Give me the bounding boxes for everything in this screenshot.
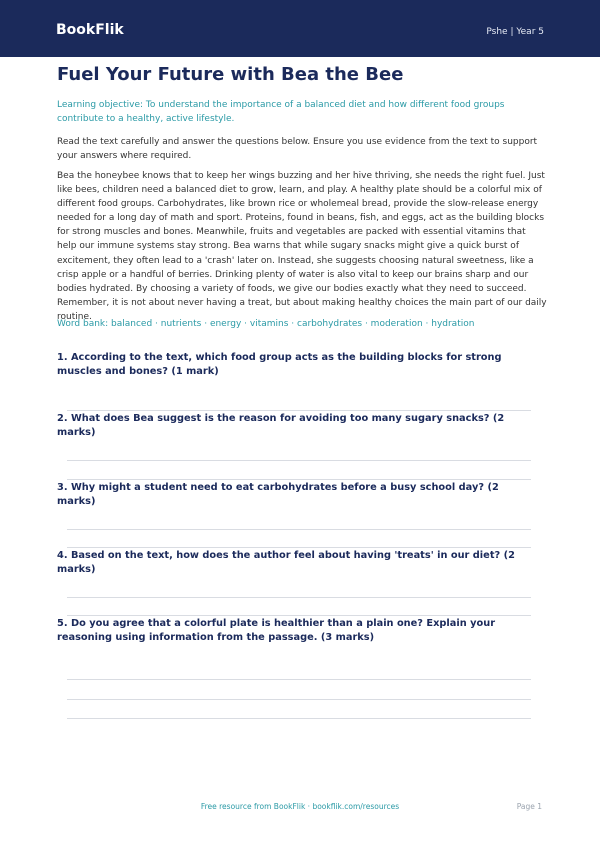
question-4: 4. Based on the text, how does the author feel about having 'treats' in our diet? (2 marks) [57, 550, 515, 575]
answer-line[interactable] [67, 547, 531, 548]
answer-line[interactable] [67, 718, 531, 719]
answer-line[interactable] [67, 410, 531, 411]
header-bar [0, 0, 600, 57]
question-3: 3. Why might a student need to eat carbohydrates before a busy school day? (2 marks) [57, 482, 499, 507]
answer-line[interactable] [67, 699, 531, 700]
footer-link[interactable]: Free resource from BookFlik · bookflik.com/resources [200, 802, 400, 811]
instructions-text: Read the text carefully and answer the questions below. Ensure you use evidence from the text to support your answers where required. [57, 137, 538, 161]
answer-line[interactable] [67, 529, 531, 530]
word-bank: Word bank: balanced · nutrients · energy · vitamins · carbohydrates · moderation · hydration [57, 319, 475, 329]
answer-line[interactable] [67, 615, 531, 616]
answer-line[interactable] [67, 460, 531, 461]
answer-line[interactable] [67, 597, 531, 598]
page-title: Fuel Your Future with Bea the Bee [57, 64, 404, 85]
answer-line[interactable] [67, 479, 531, 480]
brand-logo-text: BookFlik [56, 22, 124, 38]
learning-objective: Learning objective: To understand the importance of a balanced diet and how different food groups contribute to a healthy, active lifestyle. [57, 100, 505, 124]
reading-passage: Bea the honeybee knows that to keep her wings buzzing and her hive thriving, she needs the right fuel. Just like bees, children need a balanced diet to grow, learn, and play. A healthy plate should be a colorful mix of different food groups. Carbohydrates, like brown rice or wholemeal bread, provide the slow-release energy needed for a long day of math and sport. Proteins, found in beans, fish, and eggs, act as the building blocks for strong muscles and bones. Meanwhile, fruits and vegetables are packed with essential vitamins that help our immune systems stay strong. Bea warns that while sugary snacks might give a quick burst of excitement, they often lead to a 'crash' later on. Instead, she suggests choosing natural sweetness, like a crisp apple or a handful of berries. Drinking plenty of water is also vital to keep our brains sharp and our bodies hydrated. By choosing a variety of foods, we give our bodies exactly what they need to succeed. Remember, it is not about never having a treat, but about making healthy choices the main part of our daily routine. [57, 171, 547, 322]
question-2: 2. What does Bea suggest is the reason for avoiding too many sugary snacks? (2 marks) [57, 413, 505, 438]
subject-year-label: Pshe | Year 5 [486, 27, 544, 37]
question-5: 5. Do you agree that a colorful plate is healthier than a plain one? Explain your reasoning using information from the passage. (3 marks) [57, 618, 496, 643]
question-1: 1. According to the text, which food group acts as the building blocks for strong muscles and bones? (1 mark) [57, 352, 502, 377]
answer-line[interactable] [67, 679, 531, 680]
page-number: Page 1 [516, 802, 542, 811]
